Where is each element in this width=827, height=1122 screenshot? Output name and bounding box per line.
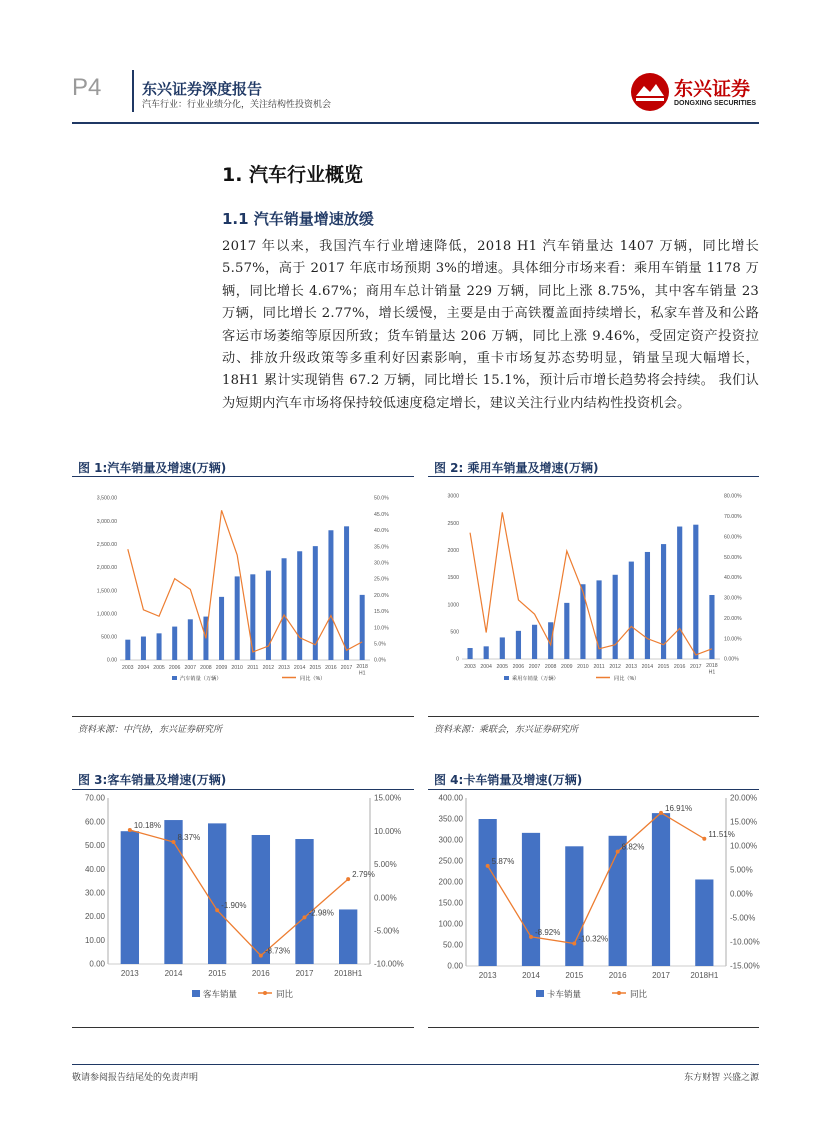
x-tick-label: 2005 <box>496 664 509 671</box>
y2-tick-label: 40.0% <box>374 528 389 535</box>
y-tick-label: 60.00 <box>84 817 105 827</box>
y-tick-label: 40.00 <box>84 864 105 874</box>
y2-tick-label: 10.00% <box>724 636 742 643</box>
fig2-chart <box>430 480 760 692</box>
x-tick-label: 2017 <box>690 664 702 671</box>
report-subtitle: 汽车行业：行业业绩分化，关注结构性投资机会 <box>142 100 332 110</box>
bar <box>609 836 627 966</box>
y2-tick-label: 15.00% <box>730 817 758 827</box>
x-tick-label: 2017 <box>340 665 353 672</box>
bar <box>172 627 177 660</box>
footer-rule <box>72 1064 759 1065</box>
bar <box>693 525 698 659</box>
y-tick-label: 250.00 <box>438 856 463 866</box>
bar <box>652 813 670 966</box>
y2-tick-label: 10.0% <box>374 625 389 632</box>
bar <box>339 909 357 964</box>
x-tick-label: 2015 <box>565 971 584 980</box>
y2-tick-label: 80.00% <box>724 493 742 500</box>
bar <box>250 574 255 660</box>
fig1-title: 图 1:汽车销量及增速(万辆) <box>78 461 227 475</box>
disclaimer-note: 敬请参阅报告结尾处的免责声明 <box>72 1073 199 1083</box>
x-tick-label: 2006 <box>512 664 525 671</box>
legend-line-marker <box>617 991 621 995</box>
fig2-title: 图 2: 乘用车销量及增速(万辆) <box>434 461 599 475</box>
footer-slogan: 东方财智 兴盛之源 <box>684 1073 759 1083</box>
x-tick-label: 2018 <box>356 664 368 671</box>
x-tick-label: H1 <box>708 669 716 676</box>
bar <box>516 631 521 659</box>
header-rule <box>72 122 759 124</box>
legend-bar-swatch <box>172 676 177 680</box>
y-tick-label: 200.00 <box>438 877 463 887</box>
fig2-top-rule <box>428 476 759 477</box>
y2-tick-label: 30.00% <box>724 595 742 602</box>
fig1-chart <box>74 480 414 692</box>
bar <box>564 603 569 659</box>
yoy-point <box>702 837 706 841</box>
yoy-point <box>572 942 576 946</box>
yoy-point <box>616 850 620 854</box>
x-tick-label: 2015 <box>657 664 670 671</box>
x-tick-label: 2003 <box>122 665 134 672</box>
x-tick-label: 2015 <box>208 969 227 978</box>
y-tick-label: 3,000.00 <box>96 518 117 525</box>
y-tick-label: 150.00 <box>438 898 463 908</box>
body-paragraph: 2017 年以来，我国汽车行业增速降低，2018 H1 汽车销量达 1407 万辆，同比增长 5.57%，高于 2017 年底市场预期 3%的增速。具体细分市场来看：乘用车销量 1178 万辆，同比增长 4.67%；商用车总计销量 229 万辆，同比上涨 8.75%，其中客车销量 23 万辆，同比增长 2.77%，增长缓慢，主要是由于高铁覆盖面持续增长，私家车普及和公路客运市场萎缩等原因所致；货车销量达 206 万辆，同比上涨 9.46%，受固定资产投资拉动、排放升级政策等多重利好因素影响，重卡市场复苏态势明显，销量呈现大幅增长，18H1 累计实现销售 67.2 万辆，同比增长 15.1%，预计后市增长趋势将会持续。 我们认为短期内汽车市场将保持较低速度稳定增长，建议关注行业内结构性投资机会。 <box>222 239 759 411</box>
x-tick-label: 2016 <box>325 665 337 672</box>
header-divider <box>132 70 134 112</box>
y2-tick-label: 40.00% <box>724 575 742 582</box>
bar <box>677 527 682 659</box>
y-tick-label: 1000 <box>447 602 459 609</box>
bar <box>565 846 583 966</box>
x-tick-label: 2013 <box>478 971 497 980</box>
bar <box>208 823 226 964</box>
y-tick-label: 100.00 <box>438 919 463 929</box>
y-tick-label: 0.00 <box>106 657 117 664</box>
y-tick-label: 30.00 <box>84 888 105 898</box>
y2-tick-label: 25.0% <box>374 576 389 583</box>
yoy-point <box>486 864 490 868</box>
y-tick-label: 10.00 <box>84 935 105 945</box>
y-tick-label: 350.00 <box>438 814 463 824</box>
bar <box>252 835 270 964</box>
x-tick-label: 2012 <box>609 664 621 671</box>
x-tick-label: 2012 <box>262 665 275 672</box>
yoy-point <box>346 877 350 881</box>
y-tick-label: 50.00 <box>442 940 463 950</box>
y2-tick-label: 10.00% <box>730 841 758 851</box>
y2-tick-label: 20.00% <box>724 615 742 622</box>
y-tick-label: 0 <box>456 656 459 663</box>
y-tick-label: 2,500.00 <box>96 542 117 549</box>
data-label: 11.51% <box>708 829 735 839</box>
bar <box>219 597 224 660</box>
bar <box>141 637 146 660</box>
y2-tick-label: 20.0% <box>374 592 389 599</box>
x-tick-label: 2007 <box>184 665 197 672</box>
data-label: 2.79% <box>352 870 375 880</box>
logo-mark-icon <box>630 72 670 112</box>
x-tick-label: 2008 <box>544 664 557 671</box>
legend-bar-swatch <box>192 990 200 997</box>
legend-label: 客车销量 <box>203 989 238 999</box>
x-tick-label: 2016 <box>673 664 686 671</box>
x-tick-label: 2014 <box>641 664 654 671</box>
fig3-chart <box>74 791 414 1005</box>
subsection-heading: 1.1 汽车销量增速放缓 <box>222 210 374 228</box>
bar <box>629 562 634 659</box>
legend-line-marker <box>263 991 267 995</box>
x-tick-label: 2010 <box>231 665 243 672</box>
y-tick-label: 500 <box>450 629 459 636</box>
bar <box>500 637 505 659</box>
fig2-bottom-rule <box>428 716 759 717</box>
x-tick-label: 2015 <box>309 665 322 672</box>
y-tick-label: 300.00 <box>438 835 463 845</box>
y2-tick-label: -5.00% <box>730 913 756 923</box>
bar <box>121 831 139 964</box>
y2-tick-label: 50.0% <box>374 495 389 502</box>
legend-label: 卡车销量 <box>547 989 582 999</box>
x-tick-label: 2016 <box>251 969 270 978</box>
y-tick-label: 3000 <box>447 493 459 500</box>
y2-tick-label: -10.00% <box>730 937 760 947</box>
yoy-point <box>215 908 219 912</box>
bar <box>125 640 130 660</box>
y2-tick-label: 50.00% <box>724 554 742 561</box>
data-label: 10.18% <box>133 821 161 831</box>
y-tick-label: 0.00 <box>89 959 105 969</box>
y2-tick-label: 15.0% <box>374 609 389 616</box>
y2-tick-label: 30.0% <box>374 560 389 567</box>
y-tick-label: 70.00 <box>84 793 105 803</box>
y2-tick-label: -10.00% <box>374 959 404 969</box>
y2-tick-label: 45.0% <box>374 511 389 518</box>
legend-label: 同比（%） <box>300 676 326 682</box>
y2-tick-label: 20.00% <box>730 793 758 803</box>
data-label: 8.37% <box>177 833 201 843</box>
y-tick-label: 3,500.00 <box>96 495 117 502</box>
y-tick-label: 400.00 <box>438 793 463 803</box>
bar <box>661 544 666 659</box>
bar <box>645 552 650 659</box>
yoy-point <box>529 935 533 939</box>
x-tick-label: 2008 <box>200 665 212 672</box>
bar <box>344 526 349 660</box>
fig2-source: 资料来源：乘联会，东兴证券研究所 <box>434 725 579 735</box>
x-tick-label: 2009 <box>561 664 573 671</box>
logo-text-cn: 东兴证券 <box>674 78 751 100</box>
y2-tick-label: 0.00% <box>730 889 753 899</box>
x-tick-label: 2017 <box>295 969 314 978</box>
y2-tick-label: 0.00% <box>374 893 397 903</box>
company-logo <box>630 72 760 114</box>
y2-tick-label: 60.00% <box>724 534 742 541</box>
y-tick-label: 500.00 <box>101 634 117 641</box>
y-tick-label: 2500 <box>447 520 459 527</box>
logo-text-en: DONGXING SECURITIES <box>674 100 757 107</box>
bar <box>313 546 318 660</box>
fig3-bottom-rule <box>72 1027 414 1028</box>
y2-tick-label: 15.00% <box>374 793 402 803</box>
legend-label: 同比 <box>630 989 648 999</box>
yoy-line <box>488 813 705 944</box>
y-tick-label: 1,000.00 <box>96 611 117 618</box>
legend-label: 汽车销量（万辆） <box>180 676 222 682</box>
yoy-point <box>128 828 132 832</box>
page-number: P4 <box>72 74 102 101</box>
fig1-source: 资料来源：中汽协，东兴证券研究所 <box>78 725 223 735</box>
y-tick-label: 2,000.00 <box>96 565 117 572</box>
y-tick-label: 1500 <box>447 575 459 582</box>
bar <box>360 595 365 660</box>
legend-label: 同比（%） <box>614 676 640 682</box>
y2-tick-label: 10.00% <box>374 826 402 836</box>
data-label: 16.91% <box>665 803 693 813</box>
y2-tick-label: 0.0% <box>374 657 386 664</box>
y-tick-label: 0.00 <box>447 961 463 971</box>
x-tick-label: 2003 <box>464 664 476 671</box>
yoy-line <box>470 512 712 655</box>
data-label: 5.87% <box>491 856 515 866</box>
fig4-bottom-rule <box>428 1027 759 1028</box>
data-label: -8.92% <box>535 927 561 937</box>
y2-tick-label: -15.00% <box>730 961 760 971</box>
fig4-title: 图 4:卡车销量及增速(万辆) <box>434 773 583 787</box>
fig4-top-rule <box>428 789 759 790</box>
legend-label: 乘用车销量（万辆） <box>512 676 559 682</box>
fig3-title: 图 3:客车销量及增速(万辆) <box>78 773 227 787</box>
bar <box>479 819 497 966</box>
bar <box>484 646 489 659</box>
bar <box>282 558 287 660</box>
brand-title: 东兴证券深度报告 <box>142 80 263 98</box>
x-tick-label: H1 <box>358 670 366 677</box>
bar <box>522 833 540 966</box>
bar <box>295 839 313 964</box>
x-tick-label: 2013 <box>625 664 638 671</box>
data-label: -10.32% <box>578 934 609 944</box>
bar <box>695 879 713 966</box>
x-tick-label: 2011 <box>247 665 259 672</box>
bar <box>467 648 472 659</box>
fig1-bottom-rule <box>72 716 414 717</box>
y2-tick-label: 0.00% <box>724 656 739 663</box>
x-tick-label: 2004 <box>137 665 150 672</box>
x-tick-label: 2010 <box>577 664 589 671</box>
x-tick-label: 2018H1 <box>690 971 719 980</box>
y2-tick-label: -5.00% <box>374 926 400 936</box>
y-tick-label: 20.00 <box>84 912 105 922</box>
data-label: -8.73% <box>264 946 291 956</box>
x-tick-label: 2005 <box>153 665 165 672</box>
x-tick-label: 2004 <box>480 664 492 671</box>
bar <box>613 575 618 659</box>
data-label: -2.98% <box>308 908 334 918</box>
fig4-chart <box>430 791 760 1005</box>
yoy-point <box>659 811 663 815</box>
y2-tick-label: 5.00% <box>730 865 753 875</box>
y-tick-label: 50.00 <box>84 841 105 851</box>
fig1-top-rule <box>72 476 414 477</box>
y2-tick-label: 70.00% <box>724 514 742 521</box>
x-tick-label: 2014 <box>293 665 306 672</box>
data-label: 8.82% <box>621 842 645 852</box>
yoy-line <box>128 510 362 652</box>
bar <box>188 619 193 660</box>
legend-bar-swatch <box>536 990 544 997</box>
x-tick-label: 2014 <box>522 971 540 980</box>
y-tick-label: 1,500.00 <box>96 588 117 595</box>
bar <box>532 625 537 659</box>
y-tick-label: 2000 <box>447 548 459 555</box>
x-tick-label: 2018 <box>706 663 718 670</box>
x-tick-label: 2006 <box>168 665 181 672</box>
bar <box>235 576 240 660</box>
bar <box>580 584 585 659</box>
x-tick-label: 2018H1 <box>334 969 363 978</box>
legend-bar-swatch <box>504 676 509 680</box>
x-tick-label: 2007 <box>528 664 541 671</box>
y2-tick-label: 35.0% <box>374 544 389 551</box>
x-tick-label: 2014 <box>164 969 183 978</box>
x-tick-label: 2013 <box>120 969 139 978</box>
section-heading: 1. 汽车行业概览 <box>222 164 364 186</box>
yoy-line <box>130 830 348 956</box>
yoy-point <box>303 915 307 919</box>
yoy-point <box>259 954 263 958</box>
x-tick-label: 2017 <box>652 971 670 980</box>
data-label: -1.90% <box>221 901 247 911</box>
y2-tick-label: 5.00% <box>374 860 397 870</box>
bar <box>328 530 333 660</box>
fig3-top-rule <box>72 789 414 790</box>
x-tick-label: 2011 <box>593 664 605 671</box>
x-tick-label: 2016 <box>608 971 627 980</box>
y2-tick-label: 5.0% <box>374 641 386 648</box>
bar <box>157 633 162 660</box>
x-tick-label: 2013 <box>278 665 290 672</box>
x-tick-label: 2009 <box>215 665 228 672</box>
legend-label: 同比 <box>276 989 294 999</box>
bar <box>297 551 302 660</box>
yoy-point <box>172 840 176 844</box>
